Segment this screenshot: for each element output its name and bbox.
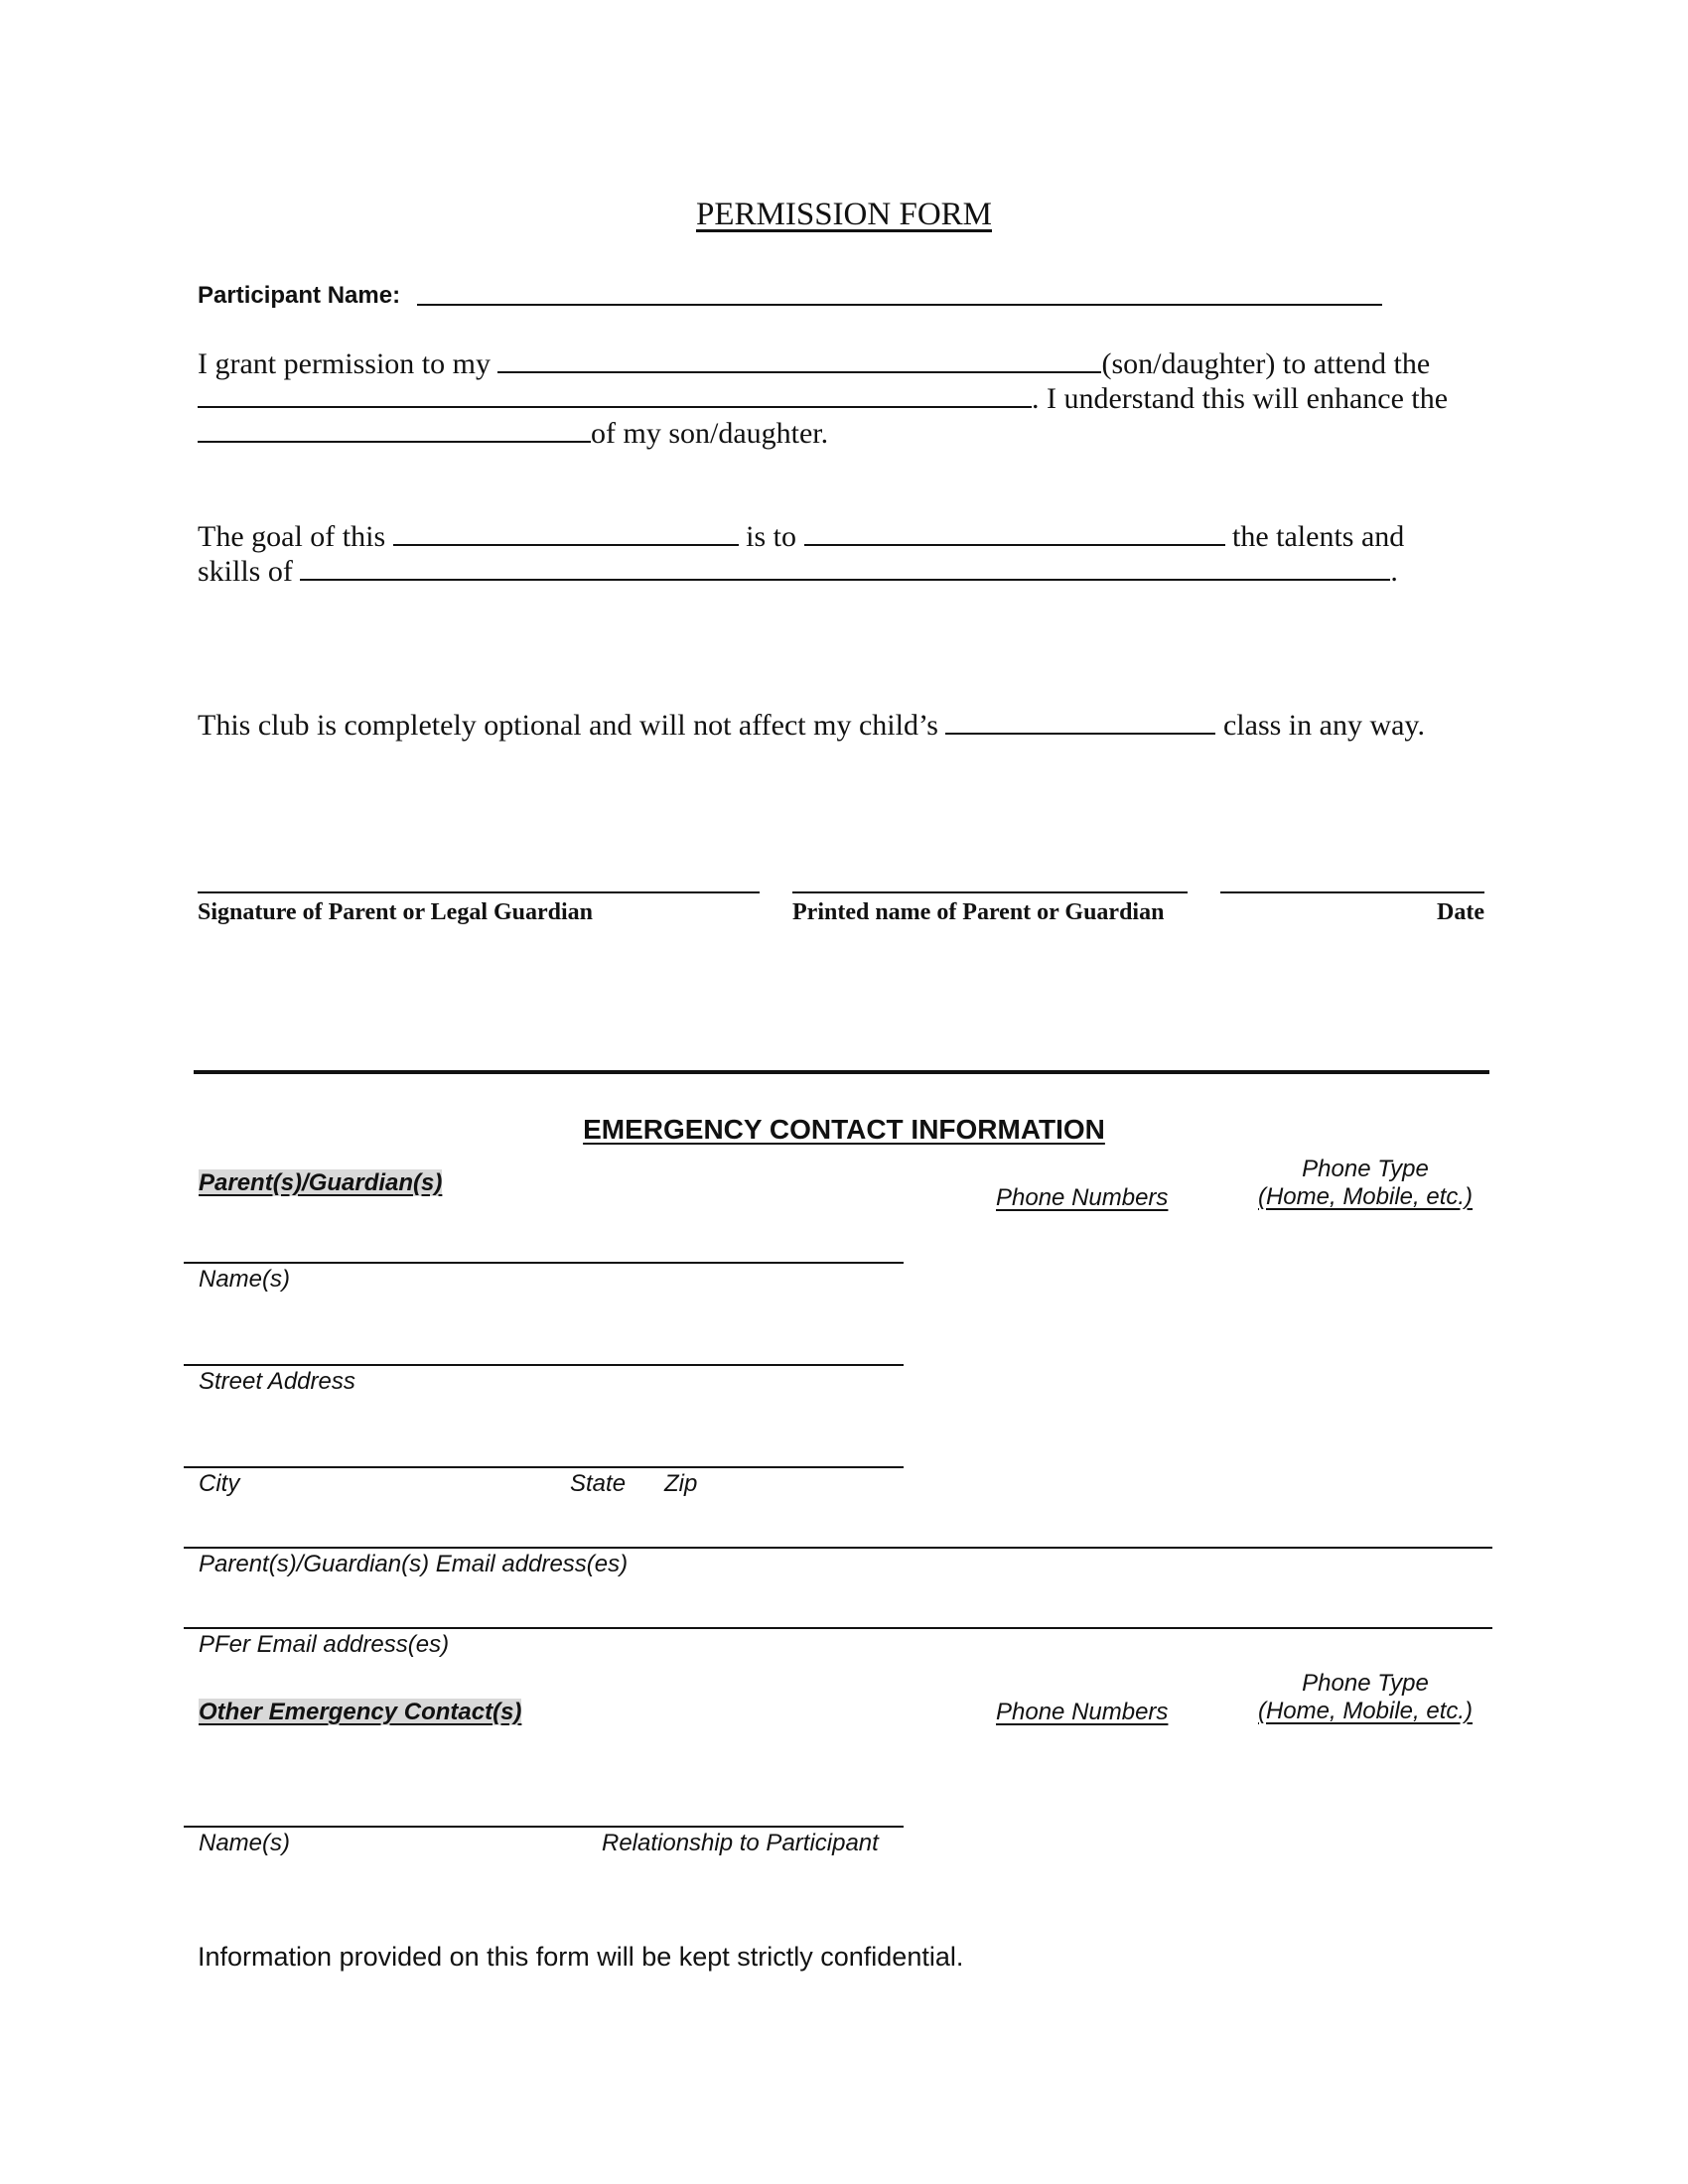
guardian-names-line[interactable] xyxy=(184,1262,904,1264)
participant-name-label: Participant Name: xyxy=(198,282,401,309)
event-name-blank[interactable] xyxy=(198,384,1032,408)
other-contacts-heading-text: Other Emergency Contact(s) xyxy=(199,1699,522,1725)
phone-type-line1: Phone Type xyxy=(1302,1156,1429,1182)
class-blank[interactable] xyxy=(945,711,1215,735)
goal-line-1 xyxy=(198,520,1404,554)
goal-line-2 xyxy=(198,555,1398,589)
club-text-start: This club is completely optional and will not affect my child’s xyxy=(198,709,938,742)
phone-type-line2: (Home, Mobile, etc.) xyxy=(1257,1183,1474,1210)
date-label: Date xyxy=(1437,899,1484,925)
other-names-label: Name(s) xyxy=(199,1830,291,1856)
page-title: PERMISSION FORM xyxy=(696,197,992,232)
other-phone-type-line2: (Home, Mobile, etc.) xyxy=(1257,1698,1474,1724)
participant-name-row xyxy=(198,282,400,310)
grant-line-3 xyxy=(198,417,828,451)
other-phone-type-line1: Phone Type xyxy=(1302,1670,1429,1697)
other-phone-type-heading xyxy=(1241,1670,1489,1725)
grant-text-end: (son/daughter) to attend the xyxy=(1101,347,1431,380)
date-line[interactable] xyxy=(1220,891,1484,893)
parent-signature-label: Signature of Parent or Legal Guardian xyxy=(198,899,594,925)
street-address-label: Street Address xyxy=(199,1368,355,1395)
other-contact-line[interactable] xyxy=(184,1826,904,1828)
participant-name-field[interactable] xyxy=(417,304,1382,306)
club-line xyxy=(198,709,1425,743)
relationship-label: Relationship to Participant xyxy=(602,1830,879,1856)
grant-understand-text: . I understand this will enhance the xyxy=(1032,382,1449,415)
pfer-email-label: PFer Email address(es) xyxy=(199,1631,450,1658)
goal-period: . xyxy=(1390,555,1398,588)
grant-son-daughter-text: of my son/daughter. xyxy=(591,417,829,450)
city-label: City xyxy=(199,1470,240,1497)
grant-text-start: I grant permission to my xyxy=(198,347,491,380)
street-address-line[interactable] xyxy=(184,1364,904,1366)
enhance-blank[interactable] xyxy=(198,419,591,443)
goal-club-blank[interactable] xyxy=(393,522,739,546)
printed-name-line[interactable] xyxy=(792,891,1188,893)
guardians-heading xyxy=(199,1169,442,1197)
parent-signature-line[interactable] xyxy=(198,891,760,893)
child-name-blank[interactable] xyxy=(497,349,1101,373)
grant-line-2 xyxy=(198,382,1448,416)
zip-label: Zip xyxy=(664,1470,698,1497)
state-label: State xyxy=(570,1470,627,1497)
grant-line-1 xyxy=(198,347,1430,381)
confidentiality-note: Information provided on this form will be kept strictly confidential. xyxy=(198,1942,964,1972)
goal-text-middle: is to xyxy=(746,520,796,553)
phone-numbers-heading xyxy=(996,1184,1168,1212)
guardian-email-label: Parent(s)/Guardian(s) Email address(es) xyxy=(199,1551,629,1577)
club-text-end: class in any way. xyxy=(1222,709,1425,742)
goal-skills-text: skills of xyxy=(198,555,293,588)
emergency-heading-text: EMERGENCY CONTACT INFORMATION xyxy=(583,1114,1105,1145)
goal-verb-blank[interactable] xyxy=(804,522,1225,546)
other-phone-numbers-text: Phone Numbers xyxy=(996,1699,1169,1725)
guardians-heading-text: Parent(s)/Guardian(s) xyxy=(199,1169,443,1196)
other-contacts-heading xyxy=(199,1699,521,1726)
printed-name-label: Printed name of Parent or Guardian xyxy=(792,899,1165,925)
goal-text-end: the talents and xyxy=(1232,520,1405,553)
phone-type-heading xyxy=(1241,1156,1489,1211)
guardian-names-label: Name(s) xyxy=(199,1266,291,1293)
emergency-heading xyxy=(0,1114,1688,1146)
goal-skills-blank[interactable] xyxy=(300,557,1390,581)
other-phone-numbers-heading xyxy=(996,1699,1168,1726)
section-divider xyxy=(194,1070,1489,1074)
pfer-email-line[interactable] xyxy=(184,1627,1492,1629)
guardian-email-line[interactable] xyxy=(184,1547,1492,1549)
city-state-zip-line[interactable] xyxy=(184,1466,904,1468)
goal-text-start: The goal of this xyxy=(198,520,386,553)
phone-numbers-text: Phone Numbers xyxy=(996,1184,1169,1211)
